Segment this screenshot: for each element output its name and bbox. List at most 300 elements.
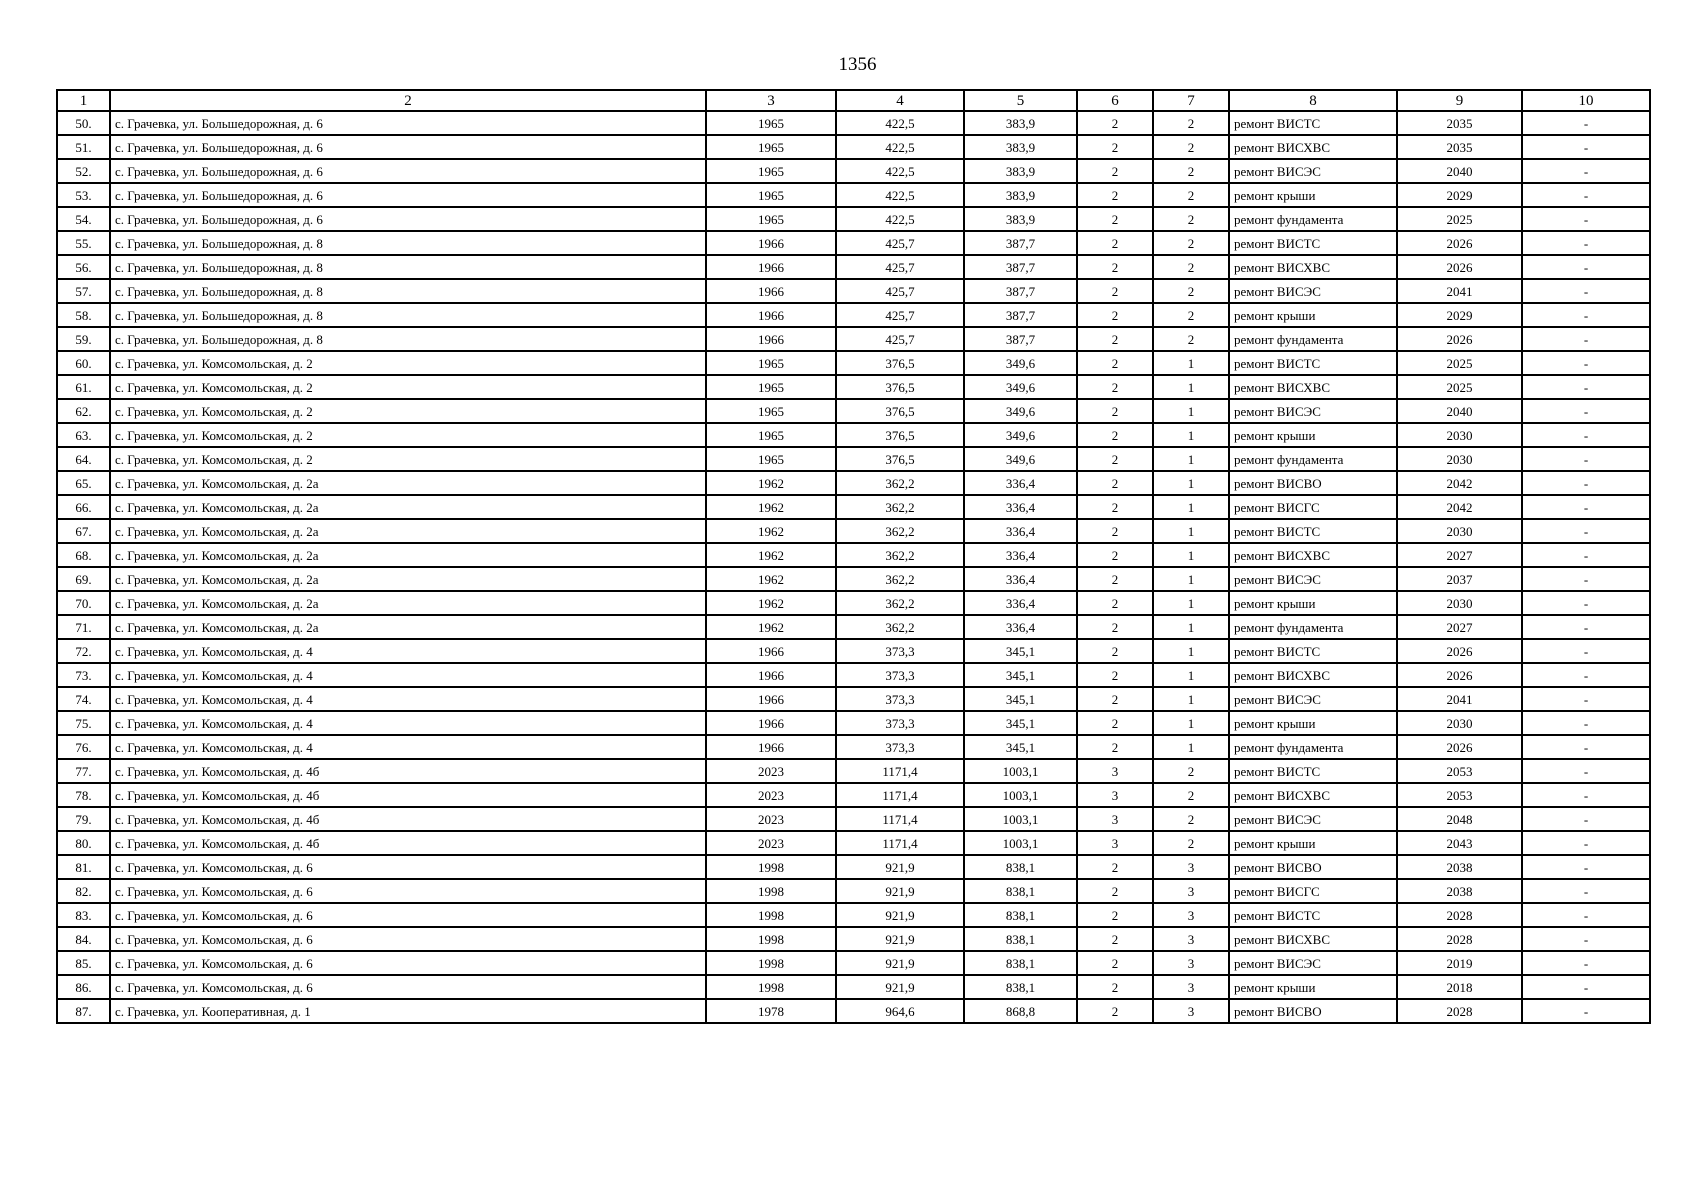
cell-address: с. Грачевка, ул. Комсомольская, д. 2а xyxy=(110,567,706,591)
cell-living-area: 383,9 xyxy=(964,135,1077,159)
cell-year-built: 1966 xyxy=(706,735,836,759)
cell-total-area: 425,7 xyxy=(836,231,964,255)
table-row xyxy=(57,855,1650,879)
cell-work-type: ремонт ВИСТС xyxy=(1229,111,1397,135)
cell-address: с. Грачевка, ул. Большедорожная, д. 8 xyxy=(110,231,706,255)
cell-living-area: 336,4 xyxy=(964,519,1077,543)
cell-floors: 2 xyxy=(1077,159,1153,183)
cell-living-area: 838,1 xyxy=(964,927,1077,951)
cell-address: с. Грачевка, ул. Большедорожная, д. 6 xyxy=(110,159,706,183)
cell-living-area: 336,4 xyxy=(964,495,1077,519)
table-row xyxy=(57,327,1650,351)
cell-total-area: 376,5 xyxy=(836,351,964,375)
cell-floors: 2 xyxy=(1077,423,1153,447)
cell-floors: 3 xyxy=(1077,831,1153,855)
cell-row-number: 75. xyxy=(57,711,110,735)
cell-floors: 2 xyxy=(1077,735,1153,759)
cell-work-type: ремонт ВИСХВС xyxy=(1229,255,1397,279)
cell-living-area: 349,6 xyxy=(964,375,1077,399)
cell-row-number: 56. xyxy=(57,255,110,279)
cell-total-area: 362,2 xyxy=(836,471,964,495)
cell-floors: 2 xyxy=(1077,471,1153,495)
cell-total-area: 422,5 xyxy=(836,183,964,207)
table-row xyxy=(57,687,1650,711)
cell-note: - xyxy=(1522,903,1650,927)
cell-note: - xyxy=(1522,951,1650,975)
cell-total-area: 1171,4 xyxy=(836,831,964,855)
table-body xyxy=(57,111,1650,1023)
cell-entrances: 3 xyxy=(1153,903,1229,927)
cell-address: с. Грачевка, ул. Комсомольская, д. 2а xyxy=(110,471,706,495)
cell-note: - xyxy=(1522,207,1650,231)
cell-entrances: 1 xyxy=(1153,615,1229,639)
cell-row-number: 52. xyxy=(57,159,110,183)
cell-planned-year: 2026 xyxy=(1397,663,1522,687)
cell-floors: 2 xyxy=(1077,351,1153,375)
table-row xyxy=(57,615,1650,639)
cell-planned-year: 2035 xyxy=(1397,111,1522,135)
cell-total-area: 362,2 xyxy=(836,519,964,543)
cell-year-built: 1966 xyxy=(706,639,836,663)
table-row xyxy=(57,399,1650,423)
cell-row-number: 65. xyxy=(57,471,110,495)
cell-work-type: ремонт ВИСТС xyxy=(1229,351,1397,375)
cell-entrances: 2 xyxy=(1153,159,1229,183)
cell-note: - xyxy=(1522,615,1650,639)
cell-planned-year: 2042 xyxy=(1397,471,1522,495)
cell-total-area: 921,9 xyxy=(836,975,964,999)
cell-year-built: 1962 xyxy=(706,543,836,567)
cell-floors: 2 xyxy=(1077,639,1153,663)
cell-living-area: 1003,1 xyxy=(964,831,1077,855)
cell-planned-year: 2025 xyxy=(1397,351,1522,375)
cell-floors: 2 xyxy=(1077,303,1153,327)
table-row xyxy=(57,975,1650,999)
cell-work-type: ремонт фундамента xyxy=(1229,615,1397,639)
cell-row-number: 85. xyxy=(57,951,110,975)
cell-address: с. Грачевка, ул. Комсомольская, д. 4б xyxy=(110,783,706,807)
cell-row-number: 87. xyxy=(57,999,110,1023)
cell-address: с. Грачевка, ул. Комсомольская, д. 6 xyxy=(110,951,706,975)
table-row xyxy=(57,663,1650,687)
cell-planned-year: 2030 xyxy=(1397,519,1522,543)
cell-year-built: 1962 xyxy=(706,591,836,615)
cell-entrances: 1 xyxy=(1153,423,1229,447)
cell-entrances: 2 xyxy=(1153,759,1229,783)
cell-address: с. Грачевка, ул. Комсомольская, д. 6 xyxy=(110,879,706,903)
cell-planned-year: 2027 xyxy=(1397,543,1522,567)
cell-living-area: 838,1 xyxy=(964,903,1077,927)
cell-year-built: 1966 xyxy=(706,231,836,255)
cell-year-built: 1965 xyxy=(706,135,836,159)
table-row xyxy=(57,471,1650,495)
cell-floors: 2 xyxy=(1077,183,1153,207)
cell-note: - xyxy=(1522,303,1650,327)
cell-living-area: 387,7 xyxy=(964,279,1077,303)
table-row xyxy=(57,207,1650,231)
cell-floors: 2 xyxy=(1077,135,1153,159)
column-header-2: 2 xyxy=(110,90,706,111)
cell-work-type: ремонт крыши xyxy=(1229,831,1397,855)
cell-entrances: 3 xyxy=(1153,927,1229,951)
cell-address: с. Грачевка, ул. Комсомольская, д. 2 xyxy=(110,423,706,447)
cell-work-type: ремонт ВИСВО xyxy=(1229,471,1397,495)
cell-work-type: ремонт ВИСТС xyxy=(1229,759,1397,783)
cell-floors: 2 xyxy=(1077,567,1153,591)
cell-note: - xyxy=(1522,543,1650,567)
cell-year-built: 1962 xyxy=(706,519,836,543)
cell-living-area: 349,6 xyxy=(964,447,1077,471)
table-row xyxy=(57,135,1650,159)
cell-entrances: 3 xyxy=(1153,975,1229,999)
cell-year-built: 1965 xyxy=(706,159,836,183)
table-row xyxy=(57,423,1650,447)
cell-note: - xyxy=(1522,831,1650,855)
cell-total-area: 362,2 xyxy=(836,567,964,591)
cell-total-area: 1171,4 xyxy=(836,807,964,831)
cell-planned-year: 2025 xyxy=(1397,375,1522,399)
cell-row-number: 81. xyxy=(57,855,110,879)
cell-row-number: 71. xyxy=(57,615,110,639)
cell-note: - xyxy=(1522,855,1650,879)
cell-work-type: ремонт ВИСЭС xyxy=(1229,159,1397,183)
cell-address: с. Грачевка, ул. Комсомольская, д. 6 xyxy=(110,855,706,879)
cell-row-number: 63. xyxy=(57,423,110,447)
cell-planned-year: 2029 xyxy=(1397,183,1522,207)
cell-year-built: 1962 xyxy=(706,615,836,639)
cell-total-area: 373,3 xyxy=(836,663,964,687)
cell-planned-year: 2038 xyxy=(1397,879,1522,903)
cell-note: - xyxy=(1522,375,1650,399)
cell-address: с. Грачевка, ул. Комсомольская, д. 2а xyxy=(110,615,706,639)
cell-total-area: 425,7 xyxy=(836,255,964,279)
cell-total-area: 1171,4 xyxy=(836,783,964,807)
cell-living-area: 1003,1 xyxy=(964,807,1077,831)
table-row xyxy=(57,999,1650,1023)
cell-living-area: 345,1 xyxy=(964,639,1077,663)
cell-work-type: ремонт фундамента xyxy=(1229,327,1397,351)
cell-planned-year: 2030 xyxy=(1397,711,1522,735)
cell-address: с. Грачевка, ул. Комсомольская, д. 2а xyxy=(110,591,706,615)
table-row xyxy=(57,735,1650,759)
cell-work-type: ремонт ВИСХВС xyxy=(1229,927,1397,951)
cell-row-number: 64. xyxy=(57,447,110,471)
cell-living-area: 387,7 xyxy=(964,231,1077,255)
cell-total-area: 1171,4 xyxy=(836,759,964,783)
cell-address: с. Грачевка, ул. Кооперативная, д. 1 xyxy=(110,999,706,1023)
cell-living-area: 838,1 xyxy=(964,951,1077,975)
cell-address: с. Грачевка, ул. Большедорожная, д. 8 xyxy=(110,327,706,351)
cell-floors: 2 xyxy=(1077,447,1153,471)
cell-note: - xyxy=(1522,927,1650,951)
cell-living-area: 383,9 xyxy=(964,111,1077,135)
cell-work-type: ремонт ВИСХВС xyxy=(1229,135,1397,159)
cell-work-type: ремонт ВИСГС xyxy=(1229,495,1397,519)
cell-planned-year: 2028 xyxy=(1397,903,1522,927)
cell-entrances: 1 xyxy=(1153,591,1229,615)
cell-address: с. Грачевка, ул. Комсомольская, д. 4 xyxy=(110,687,706,711)
cell-row-number: 53. xyxy=(57,183,110,207)
cell-living-area: 387,7 xyxy=(964,327,1077,351)
cell-work-type: ремонт ВИСЭС xyxy=(1229,807,1397,831)
cell-work-type: ремонт фундамента xyxy=(1229,447,1397,471)
cell-floors: 2 xyxy=(1077,999,1153,1023)
cell-total-area: 376,5 xyxy=(836,447,964,471)
cell-total-area: 373,3 xyxy=(836,735,964,759)
cell-note: - xyxy=(1522,231,1650,255)
table-row xyxy=(57,567,1650,591)
cell-planned-year: 2030 xyxy=(1397,423,1522,447)
cell-note: - xyxy=(1522,639,1650,663)
cell-planned-year: 2040 xyxy=(1397,399,1522,423)
cell-row-number: 77. xyxy=(57,759,110,783)
cell-address: с. Грачевка, ул. Большедорожная, д. 6 xyxy=(110,111,706,135)
cell-floors: 2 xyxy=(1077,519,1153,543)
table-row xyxy=(57,351,1650,375)
cell-year-built: 1965 xyxy=(706,399,836,423)
cell-entrances: 1 xyxy=(1153,471,1229,495)
cell-note: - xyxy=(1522,327,1650,351)
cell-living-area: 838,1 xyxy=(964,855,1077,879)
table-row xyxy=(57,783,1650,807)
cell-planned-year: 2043 xyxy=(1397,831,1522,855)
cell-floors: 2 xyxy=(1077,495,1153,519)
cell-living-area: 336,4 xyxy=(964,591,1077,615)
cell-living-area: 383,9 xyxy=(964,207,1077,231)
cell-work-type: ремонт крыши xyxy=(1229,591,1397,615)
cell-work-type: ремонт ВИСХВС xyxy=(1229,543,1397,567)
cell-planned-year: 2027 xyxy=(1397,615,1522,639)
cell-total-area: 422,5 xyxy=(836,135,964,159)
cell-entrances: 1 xyxy=(1153,495,1229,519)
cell-note: - xyxy=(1522,759,1650,783)
table-row xyxy=(57,447,1650,471)
cell-row-number: 58. xyxy=(57,303,110,327)
cell-living-area: 387,7 xyxy=(964,303,1077,327)
cell-row-number: 79. xyxy=(57,807,110,831)
cell-address: с. Грачевка, ул. Комсомольская, д. 4б xyxy=(110,759,706,783)
cell-year-built: 1966 xyxy=(706,279,836,303)
column-header-1: 1 xyxy=(57,90,110,111)
cell-address: с. Грачевка, ул. Большедорожная, д. 8 xyxy=(110,303,706,327)
cell-work-type: ремонт ВИСЭС xyxy=(1229,687,1397,711)
cell-total-area: 362,2 xyxy=(836,591,964,615)
cell-living-area: 387,7 xyxy=(964,255,1077,279)
table-row xyxy=(57,543,1650,567)
cell-floors: 2 xyxy=(1077,855,1153,879)
cell-total-area: 362,2 xyxy=(836,615,964,639)
cell-entrances: 2 xyxy=(1153,831,1229,855)
cell-living-area: 349,6 xyxy=(964,351,1077,375)
cell-address: с. Грачевка, ул. Большедорожная, д. 6 xyxy=(110,183,706,207)
cell-work-type: ремонт ВИСТС xyxy=(1229,639,1397,663)
cell-floors: 2 xyxy=(1077,591,1153,615)
cell-total-area: 373,3 xyxy=(836,639,964,663)
column-header-9: 9 xyxy=(1397,90,1522,111)
cell-entrances: 2 xyxy=(1153,135,1229,159)
column-header-4: 4 xyxy=(836,90,964,111)
cell-row-number: 54. xyxy=(57,207,110,231)
cell-year-built: 1962 xyxy=(706,471,836,495)
cell-living-area: 336,4 xyxy=(964,567,1077,591)
cell-work-type: ремонт ВИСЭС xyxy=(1229,279,1397,303)
cell-entrances: 1 xyxy=(1153,711,1229,735)
cell-total-area: 422,5 xyxy=(836,207,964,231)
cell-living-area: 1003,1 xyxy=(964,783,1077,807)
cell-address: с. Грачевка, ул. Комсомольская, д. 6 xyxy=(110,927,706,951)
cell-note: - xyxy=(1522,975,1650,999)
cell-total-area: 921,9 xyxy=(836,855,964,879)
cell-total-area: 921,9 xyxy=(836,951,964,975)
cell-address: с. Грачевка, ул. Комсомольская, д. 4 xyxy=(110,711,706,735)
cell-entrances: 2 xyxy=(1153,279,1229,303)
cell-note: - xyxy=(1522,183,1650,207)
cell-note: - xyxy=(1522,279,1650,303)
cell-floors: 2 xyxy=(1077,255,1153,279)
cell-work-type: ремонт ВИСВО xyxy=(1229,855,1397,879)
cell-living-area: 345,1 xyxy=(964,711,1077,735)
table-row xyxy=(57,255,1650,279)
cell-address: с. Грачевка, ул. Комсомольская, д. 2 xyxy=(110,351,706,375)
cell-floors: 2 xyxy=(1077,231,1153,255)
cell-work-type: ремонт ВИСЭС xyxy=(1229,399,1397,423)
cell-year-built: 1965 xyxy=(706,351,836,375)
column-header-6: 6 xyxy=(1077,90,1153,111)
cell-planned-year: 2041 xyxy=(1397,687,1522,711)
cell-floors: 3 xyxy=(1077,807,1153,831)
table-row xyxy=(57,639,1650,663)
cell-planned-year: 2026 xyxy=(1397,327,1522,351)
cell-row-number: 60. xyxy=(57,351,110,375)
cell-living-area: 349,6 xyxy=(964,423,1077,447)
cell-floors: 3 xyxy=(1077,759,1153,783)
cell-work-type: ремонт ВИСХВС xyxy=(1229,375,1397,399)
cell-planned-year: 2048 xyxy=(1397,807,1522,831)
cell-planned-year: 2030 xyxy=(1397,591,1522,615)
cell-row-number: 51. xyxy=(57,135,110,159)
cell-year-built: 1978 xyxy=(706,999,836,1023)
cell-floors: 2 xyxy=(1077,951,1153,975)
cell-year-built: 1966 xyxy=(706,303,836,327)
cell-note: - xyxy=(1522,519,1650,543)
cell-entrances: 2 xyxy=(1153,183,1229,207)
cell-row-number: 59. xyxy=(57,327,110,351)
cell-living-area: 868,8 xyxy=(964,999,1077,1023)
cell-note: - xyxy=(1522,591,1650,615)
table-row xyxy=(57,183,1650,207)
cell-entrances: 2 xyxy=(1153,303,1229,327)
cell-note: - xyxy=(1522,111,1650,135)
cell-work-type: ремонт крыши xyxy=(1229,711,1397,735)
cell-year-built: 1965 xyxy=(706,111,836,135)
cell-row-number: 74. xyxy=(57,687,110,711)
cell-total-area: 425,7 xyxy=(836,279,964,303)
cell-note: - xyxy=(1522,447,1650,471)
cell-total-area: 373,3 xyxy=(836,687,964,711)
cell-work-type: ремонт ВИСЭС xyxy=(1229,951,1397,975)
table-row xyxy=(57,111,1650,135)
cell-row-number: 66. xyxy=(57,495,110,519)
table-row xyxy=(57,879,1650,903)
cell-work-type: ремонт фундамента xyxy=(1229,735,1397,759)
cell-living-area: 838,1 xyxy=(964,975,1077,999)
cell-planned-year: 2026 xyxy=(1397,231,1522,255)
column-header-10: 10 xyxy=(1522,90,1650,111)
cell-living-area: 336,4 xyxy=(964,543,1077,567)
cell-address: с. Грачевка, ул. Большедорожная, д. 8 xyxy=(110,255,706,279)
cell-year-built: 1998 xyxy=(706,927,836,951)
cell-note: - xyxy=(1522,135,1650,159)
cell-living-area: 838,1 xyxy=(964,879,1077,903)
cell-address: с. Грачевка, ул. Комсомольская, д. 6 xyxy=(110,903,706,927)
table-row xyxy=(57,159,1650,183)
cell-note: - xyxy=(1522,567,1650,591)
cell-planned-year: 2041 xyxy=(1397,279,1522,303)
cell-year-built: 1998 xyxy=(706,951,836,975)
table-row xyxy=(57,927,1650,951)
cell-entrances: 1 xyxy=(1153,519,1229,543)
cell-floors: 2 xyxy=(1077,711,1153,735)
cell-floors: 2 xyxy=(1077,399,1153,423)
cell-address: с. Грачевка, ул. Комсомольская, д. 4 xyxy=(110,639,706,663)
cell-work-type: ремонт фундамента xyxy=(1229,207,1397,231)
cell-planned-year: 2029 xyxy=(1397,303,1522,327)
cell-row-number: 61. xyxy=(57,375,110,399)
cell-planned-year: 2053 xyxy=(1397,759,1522,783)
cell-year-built: 1966 xyxy=(706,663,836,687)
cell-planned-year: 2038 xyxy=(1397,855,1522,879)
cell-work-type: ремонт крыши xyxy=(1229,303,1397,327)
cell-year-built: 1962 xyxy=(706,567,836,591)
cell-year-built: 1965 xyxy=(706,375,836,399)
cell-entrances: 1 xyxy=(1153,663,1229,687)
cell-planned-year: 2019 xyxy=(1397,951,1522,975)
cell-row-number: 69. xyxy=(57,567,110,591)
cell-address: с. Грачевка, ул. Комсомольская, д. 4б xyxy=(110,831,706,855)
cell-total-area: 376,5 xyxy=(836,399,964,423)
cell-work-type: ремонт ВИСГС xyxy=(1229,879,1397,903)
cell-entrances: 1 xyxy=(1153,687,1229,711)
cell-year-built: 2023 xyxy=(706,831,836,855)
column-header-7: 7 xyxy=(1153,90,1229,111)
cell-living-area: 1003,1 xyxy=(964,759,1077,783)
cell-work-type: ремонт ВИСХВС xyxy=(1229,783,1397,807)
column-header-5: 5 xyxy=(964,90,1077,111)
cell-year-built: 1966 xyxy=(706,711,836,735)
cell-year-built: 1966 xyxy=(706,255,836,279)
cell-address: с. Грачевка, ул. Комсомольская, д. 4 xyxy=(110,735,706,759)
cell-planned-year: 2028 xyxy=(1397,999,1522,1023)
cell-address: с. Грачевка, ул. Комсомольская, д. 2 xyxy=(110,447,706,471)
cell-planned-year: 2026 xyxy=(1397,639,1522,663)
cell-planned-year: 2042 xyxy=(1397,495,1522,519)
cell-entrances: 3 xyxy=(1153,855,1229,879)
cell-note: - xyxy=(1522,495,1650,519)
cell-year-built: 1998 xyxy=(706,903,836,927)
cell-address: с. Грачевка, ул. Большедорожная, д. 8 xyxy=(110,279,706,303)
cell-note: - xyxy=(1522,687,1650,711)
cell-note: - xyxy=(1522,423,1650,447)
cell-row-number: 73. xyxy=(57,663,110,687)
cell-year-built: 1965 xyxy=(706,207,836,231)
cell-note: - xyxy=(1522,879,1650,903)
cell-work-type: ремонт ВИСЭС xyxy=(1229,567,1397,591)
cell-work-type: ремонт крыши xyxy=(1229,975,1397,999)
cell-address: с. Грачевка, ул. Большедорожная, д. 6 xyxy=(110,135,706,159)
cell-work-type: ремонт ВИСВО xyxy=(1229,999,1397,1023)
cell-year-built: 2023 xyxy=(706,759,836,783)
cell-year-built: 1965 xyxy=(706,183,836,207)
